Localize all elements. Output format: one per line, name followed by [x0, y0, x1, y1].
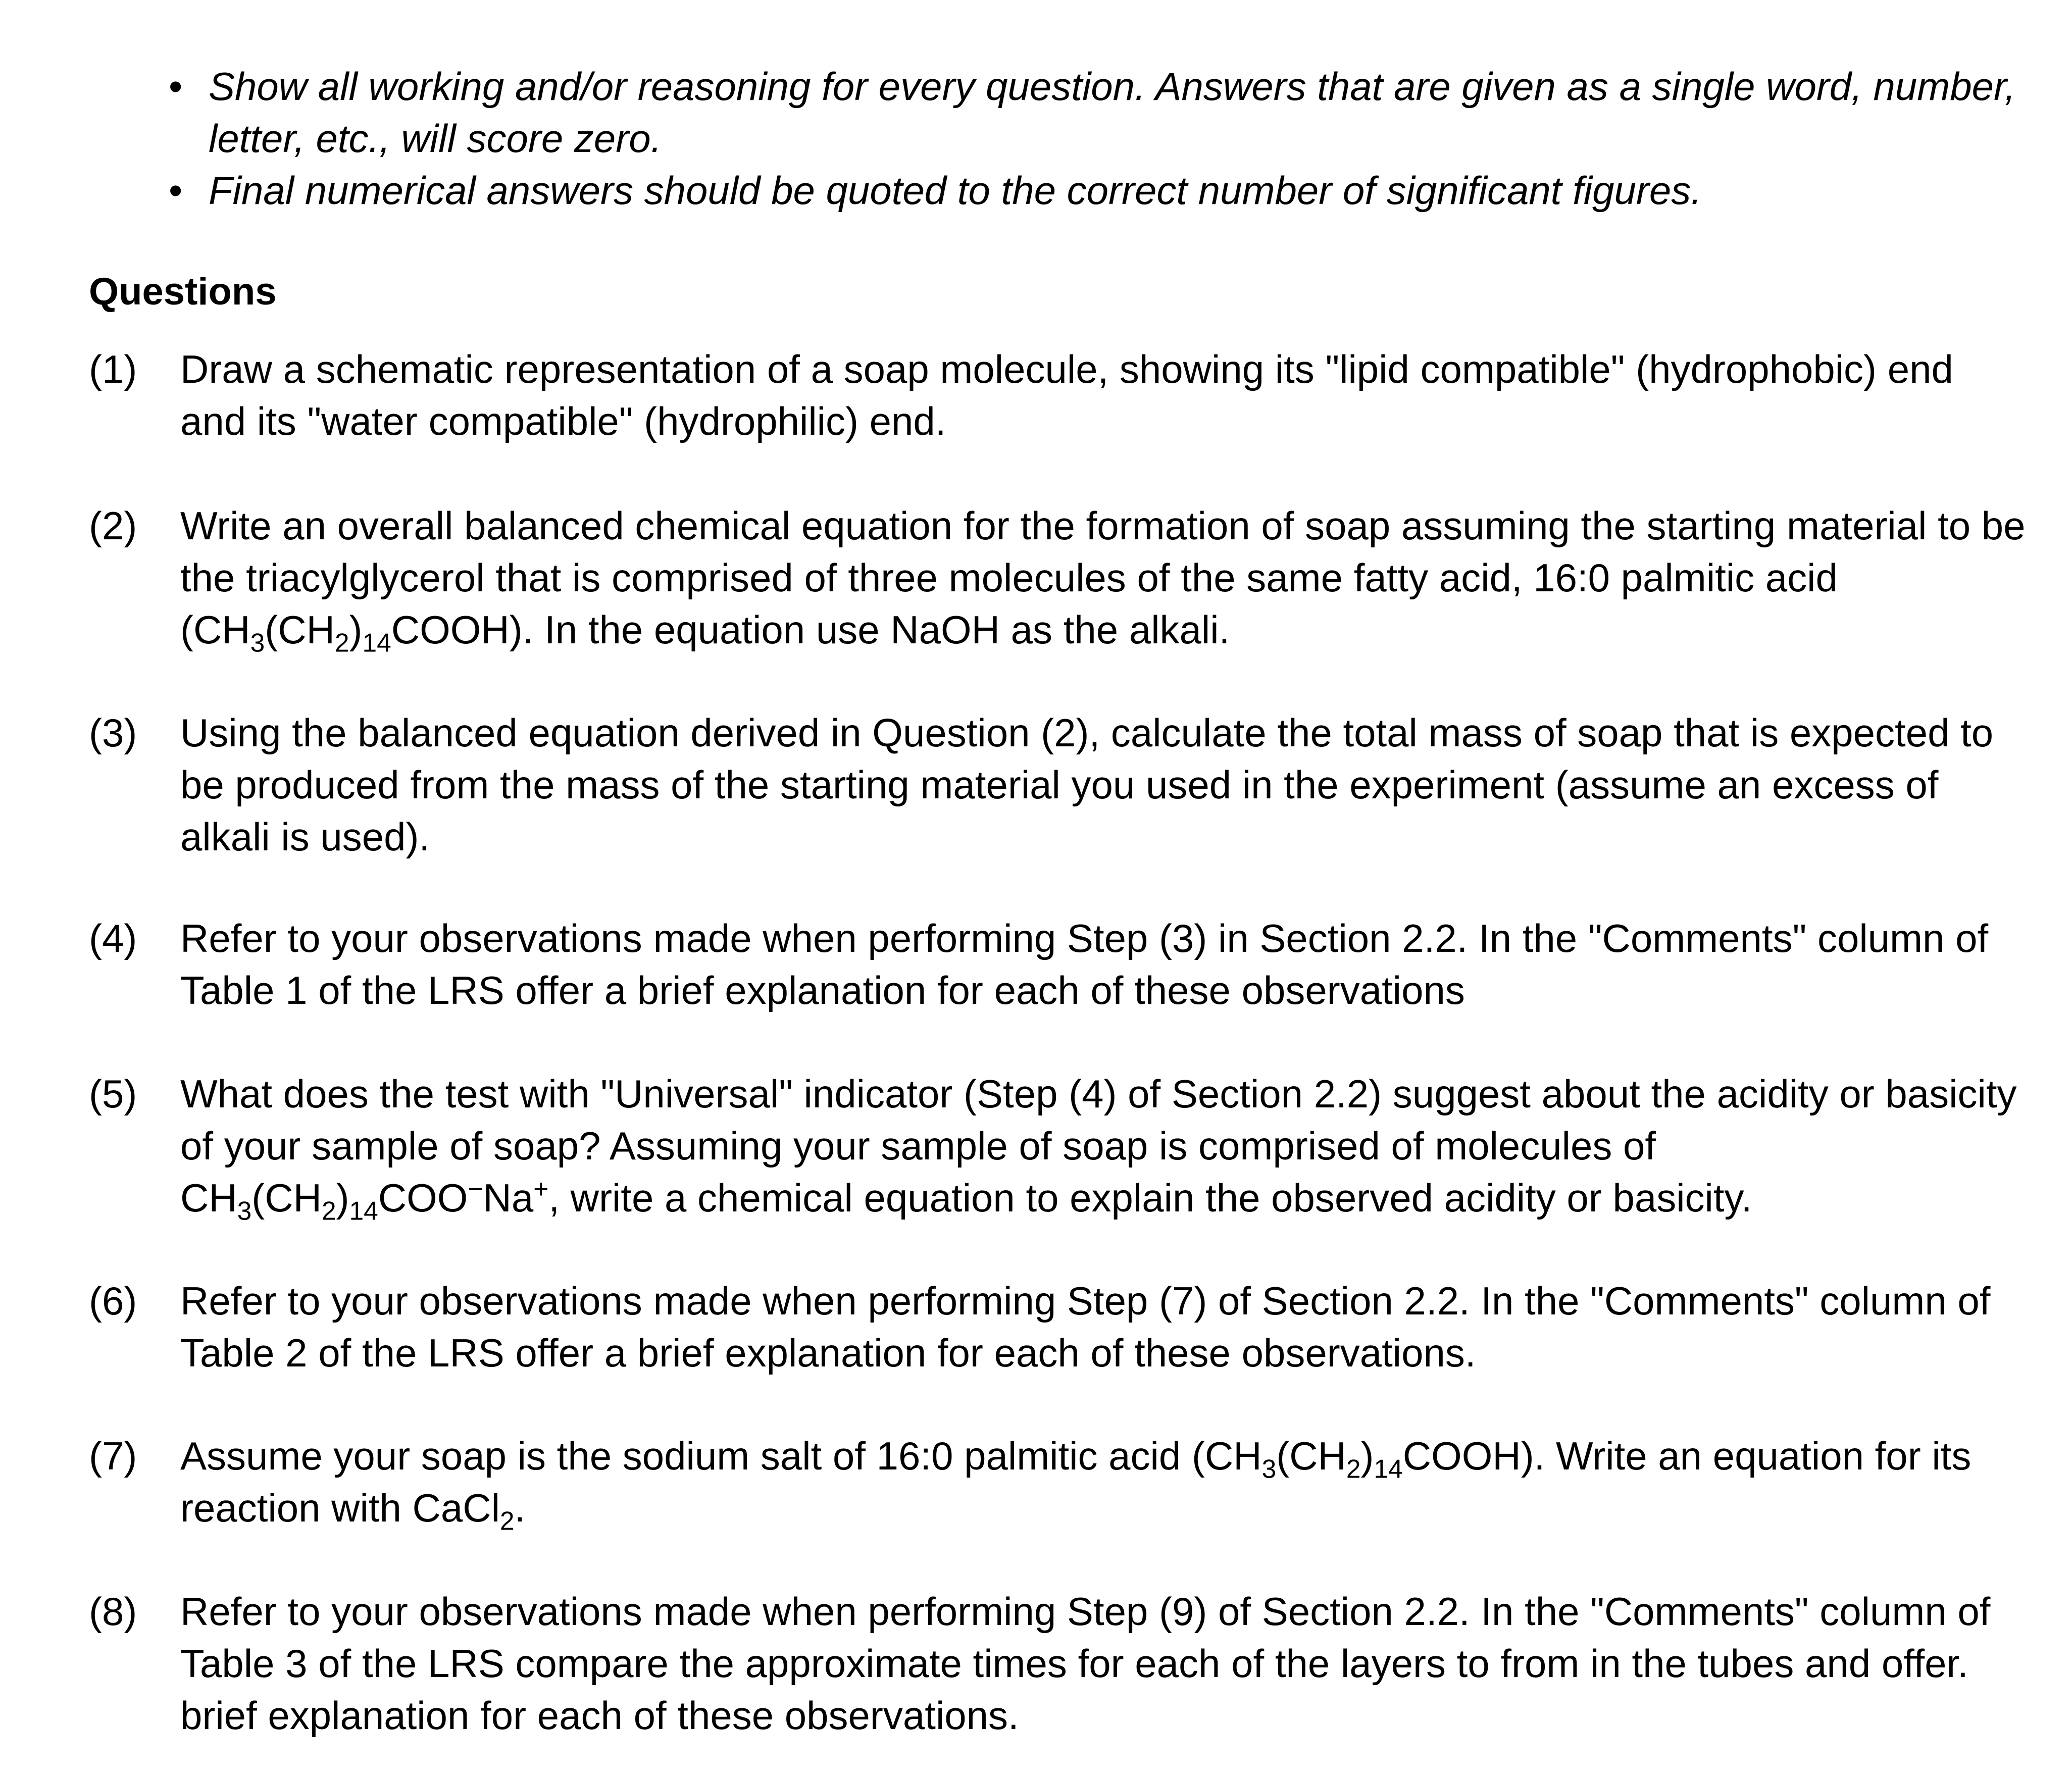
bullet-icon: • [169, 64, 183, 109]
question-number: (7) [89, 1434, 137, 1478]
question-3 [89, 707, 2028, 863]
question-text: What does the test with "Universal" indicator (Step (4) of Section 2.2) suggest about the acidity or basicity of your sample of soap? Assuming your sample of soap is comprised of molecules of $CH_3(CH_2)_{14}COO^-Na^+$, write a chemical equation to explain the observed acidity or basicity. [180, 1072, 2017, 1226]
question-4 [89, 912, 2028, 1017]
questions-heading: Questions [89, 270, 277, 313]
instruction-text: Show all working and/or reasoning for every question. Answers that are given as a single word, number, letter, etc., will score zero. [209, 64, 2016, 161]
question-number: (2) [89, 503, 137, 548]
question-1 [89, 343, 2028, 447]
question-text: Draw a schematic representation of a soap molecule, showing its "lipid compatible" (hydrophobic) end and its "water compatible" (hydrophilic) end. [180, 347, 1953, 443]
question-text: Refer to your observations made when performing Step (7) of Section 2.2. In the "Comments" column of Table 2 of the LRS offer a brief explanation for each of these observations. [180, 1279, 1991, 1375]
question-2 [89, 500, 2028, 656]
instruction-item [167, 165, 2035, 217]
question-5 [89, 1068, 2028, 1224]
question-text: Refer to your observations made when performing Step (3) in Section 2.2. In the "Comments" column of Table 1 of the LRS offer a brief explanation for each of these observations [180, 916, 1989, 1012]
instruction-text: Final numerical answers should be quoted to the correct number of significant figures. [209, 168, 1702, 213]
instruction-item [167, 61, 2035, 165]
question-number: (6) [89, 1279, 137, 1323]
question-number: (1) [89, 347, 137, 391]
bullet-icon: • [169, 168, 183, 213]
question-text: Refer to your observations made when performing Step (9) of Section 2.2. In the "Comments" column of Table 3 of the LRS compare the approximate times for each of the layers to from in the tubes and offer. brief explanation for each of these observations. [180, 1589, 1991, 1738]
question-6 [89, 1275, 2028, 1379]
instructions-list [167, 61, 2035, 217]
question-text: Assume your soap is the sodium salt of 16:0 palmitic acid $(CH_3(CH_2)_{14}COOH)$. Write an equation for its reaction with CaCl$_2$. [180, 1434, 1972, 1536]
question-text: Using the balanced equation derived in Question (2), calculate the total mass of soap that is expected to be produced from the mass of the starting material you used in the experiment (assume an excess of alkali is used). [180, 711, 1994, 859]
question-text: Write an overall balanced chemical equation for the formation of soap assuming the starting material to be the triacylglycerol that is comprised of three molecules of the same fatty acid, 16:0 palmitic acid $(CH_3(CH_2)_{14}COOH)$. In the equation use NaOH as the alkali. [180, 503, 2026, 657]
question-number: (8) [89, 1589, 137, 1634]
question-number: (4) [89, 916, 137, 960]
question-number: (5) [89, 1072, 137, 1116]
question-number: (3) [89, 711, 137, 755]
question-8 [89, 1586, 2028, 1742]
question-7 [89, 1430, 2028, 1534]
